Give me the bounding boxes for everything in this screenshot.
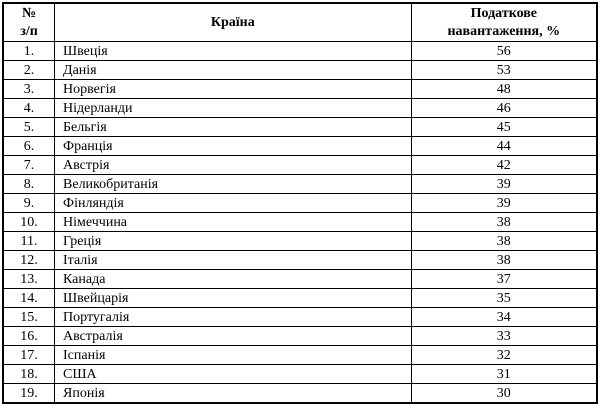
country-cell: Великобританія <box>55 175 412 194</box>
country-cell: Іспанія <box>55 346 412 365</box>
table-header <box>3 3 597 42</box>
country-cell: Канада <box>55 270 412 289</box>
country-cell: Португалія <box>55 308 412 327</box>
table-row <box>3 270 597 289</box>
tax-value-cell: 31 <box>411 365 597 384</box>
table-row <box>3 175 597 194</box>
country-cell: Бельгія <box>55 118 412 137</box>
table-row <box>3 289 597 308</box>
row-number-cell: 1. <box>3 42 55 61</box>
tax-value-cell: 38 <box>411 213 597 232</box>
table-row <box>3 384 597 404</box>
country-cell: Німеччина <box>55 213 412 232</box>
country-cell: Швейцарія <box>55 289 412 308</box>
row-number-cell: 17. <box>3 346 55 365</box>
country-cell: Франція <box>55 137 412 156</box>
country-cell: Норвегія <box>55 80 412 99</box>
row-number-cell: 12. <box>3 251 55 270</box>
table-row <box>3 308 597 327</box>
table-body <box>3 42 597 404</box>
country-cell: Фінляндія <box>55 194 412 213</box>
tax-value-cell: 30 <box>411 384 597 404</box>
header-tax-line1: Податкове <box>470 5 537 21</box>
tax-value-cell: 56 <box>411 42 597 61</box>
row-number-cell: 8. <box>3 175 55 194</box>
tax-value-cell: 35 <box>411 289 597 308</box>
country-cell: Греція <box>55 232 412 251</box>
tax-value-cell: 38 <box>411 232 597 251</box>
country-cell: Японія <box>55 384 412 404</box>
tax-value-cell: 37 <box>411 270 597 289</box>
row-number-cell: 14. <box>3 289 55 308</box>
row-number-cell: 5. <box>3 118 55 137</box>
table-row <box>3 213 597 232</box>
row-number-cell: 7. <box>3 156 55 175</box>
header-num <box>3 3 55 42</box>
table-row <box>3 251 597 270</box>
tax-value-cell: 39 <box>411 194 597 213</box>
tax-value-cell: 34 <box>411 308 597 327</box>
tax-value-cell: 53 <box>411 61 597 80</box>
table-row <box>3 346 597 365</box>
row-number-cell: 3. <box>3 80 55 99</box>
table-row <box>3 327 597 346</box>
row-number-cell: 11. <box>3 232 55 251</box>
table-row <box>3 42 597 61</box>
table-row <box>3 194 597 213</box>
header-tax <box>411 3 597 42</box>
row-number-cell: 16. <box>3 327 55 346</box>
table-row <box>3 80 597 99</box>
tax-value-cell: 33 <box>411 327 597 346</box>
row-number-cell: 9. <box>3 194 55 213</box>
table-row <box>3 232 597 251</box>
tax-value-cell: 39 <box>411 175 597 194</box>
row-number-cell: 18. <box>3 365 55 384</box>
country-cell: Данія <box>55 61 412 80</box>
tax-value-cell: 46 <box>411 99 597 118</box>
row-number-cell: 6. <box>3 137 55 156</box>
table-row <box>3 61 597 80</box>
tax-burden-table <box>2 2 598 404</box>
header-country: Країна <box>55 3 412 42</box>
table-row <box>3 118 597 137</box>
country-cell: Нідерланди <box>55 99 412 118</box>
row-number-cell: 10. <box>3 213 55 232</box>
header-row <box>3 3 597 42</box>
tax-value-cell: 38 <box>411 251 597 270</box>
country-cell: Австрія <box>55 156 412 175</box>
country-cell: Італія <box>55 251 412 270</box>
country-cell: Швеція <box>55 42 412 61</box>
table-row <box>3 156 597 175</box>
table-row <box>3 137 597 156</box>
country-cell: Австралія <box>55 327 412 346</box>
row-number-cell: 13. <box>3 270 55 289</box>
row-number-cell: 19. <box>3 384 55 404</box>
row-number-cell: 2. <box>3 61 55 80</box>
header-tax-line2: навантаження, % <box>447 23 561 39</box>
table-row <box>3 365 597 384</box>
row-number-cell: 15. <box>3 308 55 327</box>
tax-value-cell: 32 <box>411 346 597 365</box>
tax-value-cell: 42 <box>411 156 597 175</box>
country-cell: США <box>55 365 412 384</box>
tax-value-cell: 45 <box>411 118 597 137</box>
tax-value-cell: 44 <box>411 137 597 156</box>
tax-value-cell: 48 <box>411 80 597 99</box>
header-num-line2: з/п <box>20 23 38 39</box>
header-num-line1: № <box>21 5 37 21</box>
row-number-cell: 4. <box>3 99 55 118</box>
table-row <box>3 99 597 118</box>
